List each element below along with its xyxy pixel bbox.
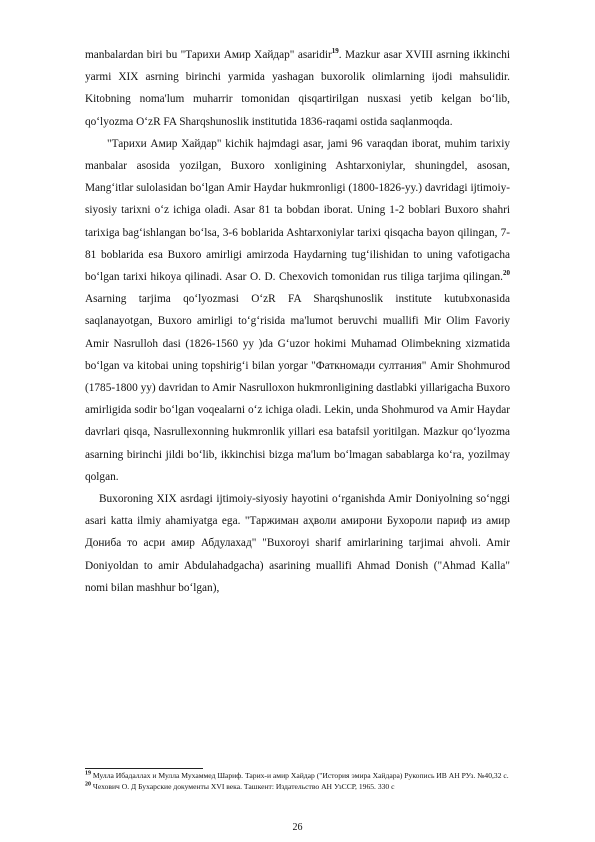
paragraph-text: Asarning tarjima qo‘lyozmasi O‘zR FA Sharqshunoslik institute kutubxonasida saqlanayotgan, Buxoro amirligi to‘g‘risida ma'lumot beruvchi muallifi Mir Olim Favoriy Amir Nasrulloh dasi (1826-1560 yy )da G‘uzor hokimi Muhamad Olimbekning xizmatida bo‘lgan va kitobai uning topshirig‘i bilan yorgar "Фаткномади султания" Amir Shohmurod (1785-1800 yy) davridan to Amir Nasrulloxon hukmronligining dastlabki yillarigacha Buxoro amirligida sodir bo‘lgan voqealarni o‘z ichiga oladi. Lekin, unda Shohmurod va Amir Haydar davrlari qisqa, Nasrullexonning hukmronlik yillari esa batafsil yoritilgan. Mazkur qo‘lyozma asarning birinchi jildi bo‘lib, ikkinchisi bizga ma'lum bo‘lmagan sabablarga ko‘ra, yozilmay qolgan. <box>85 293 510 483</box>
footnote-number: 19 <box>85 770 91 777</box>
paragraph-text: . Mazkur asar XVIII asrning ikkinchi yarmi XIX asrning birinchi yarmida yashagan buxorolik olimlarning ijodi mahsulidir. Kitobning noma'lum muharrir tomonidan qisqartirilgan nusxasi yetib kelgan bo‘lib, qo‘lyozma O‘zR FA Sharqshunoslik institutida 1836-raqami ostida saqlanmoqda. <box>85 49 510 128</box>
page-number: 26 <box>292 822 303 833</box>
footnotes <box>85 771 513 792</box>
footnote-19 <box>85 771 513 782</box>
footnote-divider <box>85 768 203 769</box>
paragraph-1 <box>85 44 510 133</box>
footnote-number: 20 <box>85 780 91 787</box>
paragraph-text: "Тарихи Амир Хайдар" kichik hajmdagi asar, jami 96 varaqdan iborat, muhim tarixiy manbalar asosida yozilgan, Buxoro xonligining Ashtarxoniylar, shuningdel, asosan, Mang‘itlar sulolasidan bo‘lgan Amir Haydar hukmronligi (1800-1826-yy.) davridagi ijtimoiy-siyosiy tarixni o‘z ichiga oladi. Asar 81 ta bobdan iborat. Uning 1-2 boblari Buxoro shahri tarixiga bag‘ishlangan bo‘lsa, 3-6 boblarida Ashtarxoniylar tarixi qisqacha bayon qilingan, 7-81 boblarida esa Buxoro amirligi amirzoda Haydarning tug‘ilishidan to uning vafotigacha bo‘lgan tarixi hikoya qilinadi. Asar O. D. Chexovich tomonidan rus tiliga tarjima qilingan. <box>85 137 510 284</box>
document-body <box>85 44 510 599</box>
footnote-20 <box>85 782 513 793</box>
footnote-text: Чехович О. Д Бухарские документы XVI века. Ташкент: Издательство АН УзССР, 1965. 330 с <box>91 781 395 791</box>
paragraph-text: Buxoroning XIX asrdagi ijtimoiy-siyosiy hayotini o‘rganishda Amir Doniyolning so‘nggi asari katta ilmiy ahamiyatga ega. "Таржиман аҳволи амирони Бухороли париф из амир Дониба то асри амир Абдулахад" "Buxoroyi sharif amirlarining tarjimai ahvoli. Amir Doniyoldan to amir Abdulahadgacha) asarining muallifi Ahmad Donish ("Ahmad Kalla" nomi bilan mashhur bo‘lgan), <box>85 493 510 594</box>
paragraph-3 <box>85 488 510 599</box>
paragraph-text: manbalardan biri bu "Тарихи Амир Хайдар" asaridir <box>85 49 332 61</box>
paragraph-2 <box>85 133 510 488</box>
footnote-ref-20[interactable]: 20 <box>503 269 510 278</box>
footnote-text: Мулла Ибадаллах и Мулла Мухаммед Шариф. Тарих-и амир Хайдар ("История эмира Хайдара) Рукопись ИВ АН РУз. №40,32 с. <box>91 771 509 780</box>
footnote-ref-19[interactable]: 19 <box>331 47 339 56</box>
